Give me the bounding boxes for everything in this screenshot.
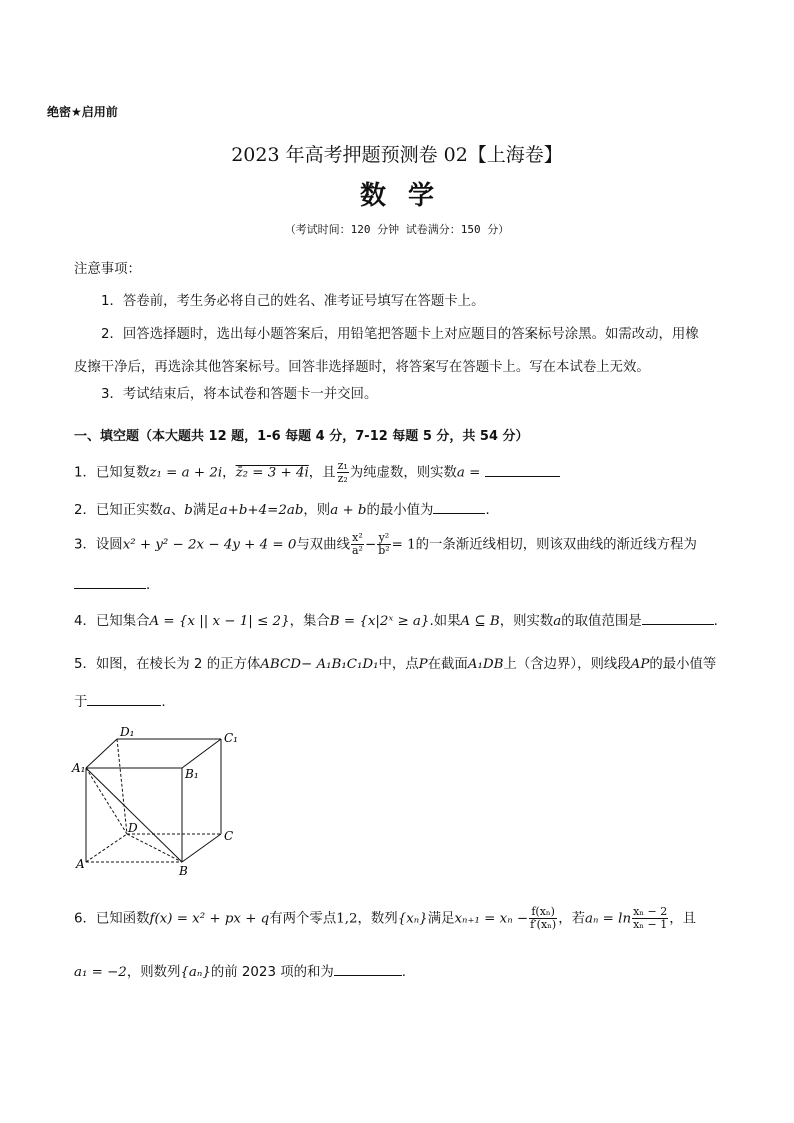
subject-title: 数学 xyxy=(359,181,456,211)
exam-title: 2023 年高考押题预测卷 02【上海卷】 xyxy=(231,144,563,166)
answer-blank[interactable] xyxy=(485,464,560,477)
label-D1: D₁ xyxy=(120,725,135,739)
secret-label: 绝密★启用前 xyxy=(47,105,118,119)
answer-blank[interactable] xyxy=(87,693,161,706)
time-info: （考试时间：120 分钟 试卷满分：150 分） xyxy=(284,223,510,236)
label-C1: C₁ xyxy=(224,731,238,745)
question-2: 2．已知正实数a、b满足a+b+4=2ab，则a + b的最小值为 ． xyxy=(74,503,499,518)
answer-blank[interactable] xyxy=(642,612,714,625)
notice-item-1: 1．答卷前，考生务必将自己的姓名、准考证号填写在答题卡上。 xyxy=(101,294,485,309)
question-1: 1．已知复数z₁ = a + 2i，z̄₂ = 3 + 4i，且 $\frac{\text{z₁}}{\text{z₂}}$ 为纯虚数，则实数a = xyxy=(74,460,560,485)
question-4: 4．已知集合A = {x || x − 1| ≤ 2}，集合B = {x|2ˣ ≥ a}.如果A ⊆ B，则实数a的取值范围是 . xyxy=(74,614,718,629)
section-heading: 一、填空题（本大题共 12 题，1-6 每题 4 分，7-12 每题 5 分，共 54 分） xyxy=(74,429,529,444)
label-A1: A₁ xyxy=(72,761,86,775)
question-6-cont: a₁ = −2，则数列{aₙ}的前 2023 项的和为 . xyxy=(74,965,407,980)
question-5: 5．如图，在棱长为 2 的正方体ABCD− A₁B₁C₁D₁中，点P在截面A₁DB上（含边界），则线段AP的最小值等 xyxy=(74,657,717,672)
question-6: 6．已知函数f(x) = x² + px + q有两个零点1,2，数列{xₙ}满足xₙ₊₁ = xₙ − $\frac{\text{f(xₙ)}}{\text{f′(xₙ)}}$ ，若aₙ = ln $\frac{\text{xₙ − 2}}{\text{xₙ − 1}}$ ，且 xyxy=(74,905,697,931)
label-C: C xyxy=(224,829,234,843)
label-B: B xyxy=(179,864,188,878)
answer-blank[interactable] xyxy=(334,963,402,976)
notice-item-3: 3．考试结束后，将本试卷和答题卡一并交回。 xyxy=(101,387,378,402)
notice-heading: 注意事项： xyxy=(74,262,141,277)
notice-item-2: 2．回答选择题时，选出每小题答案后，用铅笔把答题卡上对应题目的答案标号涂黑。如需改动，用橡 xyxy=(101,327,699,342)
label-B1: B₁ xyxy=(185,767,199,781)
answer-blank[interactable] xyxy=(433,501,485,514)
notice-item-2-cont: 皮擦干净后，再选涂其他答案标号。回答非选择题时，将答案写在答题卡上。写在本试卷上无效。 xyxy=(74,360,650,375)
answer-blank[interactable] xyxy=(74,576,146,589)
question-5-answer-line: 于 . xyxy=(74,695,166,710)
cube-figure xyxy=(70,720,245,880)
question-3-answer-line: ． xyxy=(74,574,159,593)
question-3: 3．设圆x² + y² − 2x − 4y + 4 = 0与双曲线 $\frac{\text{x²}}{\text{a²}}$ − $\frac{\text{y²}}{\text{b²}}$ = 1的一条渐近线相切，则该双曲线的渐近线方程为 xyxy=(74,531,697,557)
label-A: A xyxy=(76,857,85,871)
label-D: D xyxy=(128,821,138,835)
